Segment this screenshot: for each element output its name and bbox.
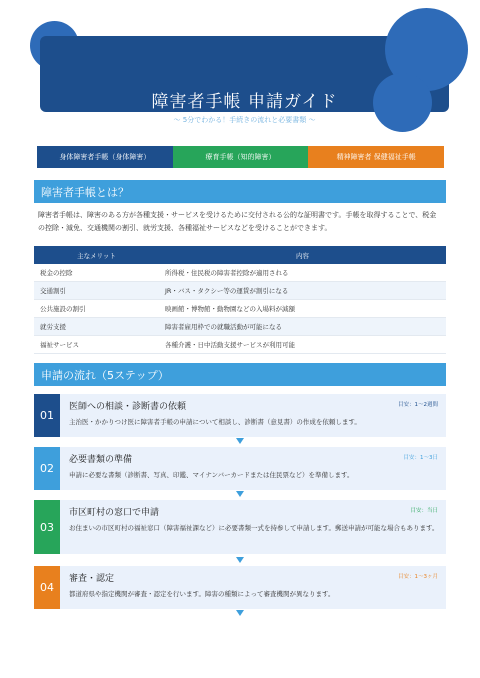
- merit-content: JR・バス・タクシー等の運賃が割引になる: [159, 282, 446, 300]
- tab-mental[interactable]: 精神障害者 保健福祉手帳: [308, 146, 444, 168]
- step-card-4: [34, 566, 446, 609]
- step-title: 必要書類の準備: [69, 455, 133, 465]
- step-number: 02: [34, 447, 60, 490]
- header-merit: 主なメリット: [34, 246, 159, 264]
- about-body: 障害者手帳は、障害のある方が各種支援・サービスを受けるために交付される公的な証明書です。手帳を取得することで、税金の控除・減免、交通機関の割引、就労支援、各種福祉サービスなどを受けることができます。: [38, 211, 437, 232]
- step-estimate: 目安：1〜3日: [403, 455, 438, 461]
- step-description: 主治医・かかりつけ医に障害者手帳の申請について相談し、診断書（意見書）の作成を依頼します。: [69, 418, 361, 426]
- step-card-3: [34, 500, 446, 554]
- about-heading: 障害者手帳とは？: [34, 180, 446, 203]
- step-description: お住まいの市区町村の福祉窓口（障害福祉課など）に必要書類一式を持参して申請します。郵送申請が可能な場合もあります。: [69, 524, 439, 532]
- step-card-1: [34, 394, 446, 437]
- merit-content: 障害者雇用枠での就職活動が可能になる: [159, 318, 446, 336]
- merit-content: 映画館・博物館・動物園などの入場料が減額: [159, 300, 446, 318]
- page-title: 障害者手帳 申請ガイド: [151, 92, 338, 112]
- step-number: 01: [34, 394, 60, 437]
- down-arrow-icon: [236, 610, 244, 616]
- tab-intellectual[interactable]: 療育手帳（知的障害）: [173, 146, 309, 168]
- step-estimate: 目安：1〜3ヶ月: [398, 574, 438, 580]
- table-row: [34, 318, 446, 336]
- step-number: 04: [34, 566, 60, 609]
- step-title: 医師への相談・診断書の依頼: [69, 402, 187, 412]
- step-estimate: 目安：1〜2週間: [398, 402, 438, 408]
- table-row: [34, 336, 446, 354]
- merit-name: 福祉サービス: [34, 336, 159, 354]
- step-number: 03: [34, 500, 60, 554]
- tab-physical[interactable]: 身体障害者手帳（身体障害）: [37, 146, 173, 168]
- flow-heading: 申請の流れ（5ステップ）: [34, 363, 446, 386]
- table-row: [34, 264, 446, 282]
- table-row: [34, 300, 446, 318]
- step-estimate: 目安：当日: [410, 508, 438, 514]
- merit-name: 税金の控除: [34, 264, 159, 282]
- step-description: 申請に必要な書類（診断書、写真、印鑑、マイナンバーカードまたは住民票など）を準備します。: [69, 471, 354, 479]
- merit-content: 所得税・住民税の障害者控除が適用される: [159, 264, 446, 282]
- category-tabs: [37, 146, 444, 168]
- merit-content: 各種介護・日中活動支援サービスが利用可能: [159, 336, 446, 354]
- page-subtitle: 〜 5分でわかる！手続きの流れと必要書類 〜: [173, 116, 316, 124]
- step-title: 審査・認定: [69, 574, 115, 584]
- header-content: 内容: [159, 246, 446, 264]
- merits-table: [34, 246, 446, 354]
- table-header-row: [34, 246, 446, 264]
- down-arrow-icon: [236, 438, 244, 444]
- down-arrow-icon: [236, 491, 244, 497]
- step-description: 都道府県や指定機関が審査・認定を行います。障害の種類によって審査機関が異なります。: [69, 590, 335, 598]
- table-row: [34, 282, 446, 300]
- step-title: 市区町村の窓口で申請: [69, 508, 160, 518]
- down-arrow-icon: [236, 557, 244, 563]
- merit-name: 公共施設の割引: [34, 300, 159, 318]
- merit-name: 就労支援: [34, 318, 159, 336]
- merit-name: 交通割引: [34, 282, 159, 300]
- step-card-2: [34, 447, 446, 490]
